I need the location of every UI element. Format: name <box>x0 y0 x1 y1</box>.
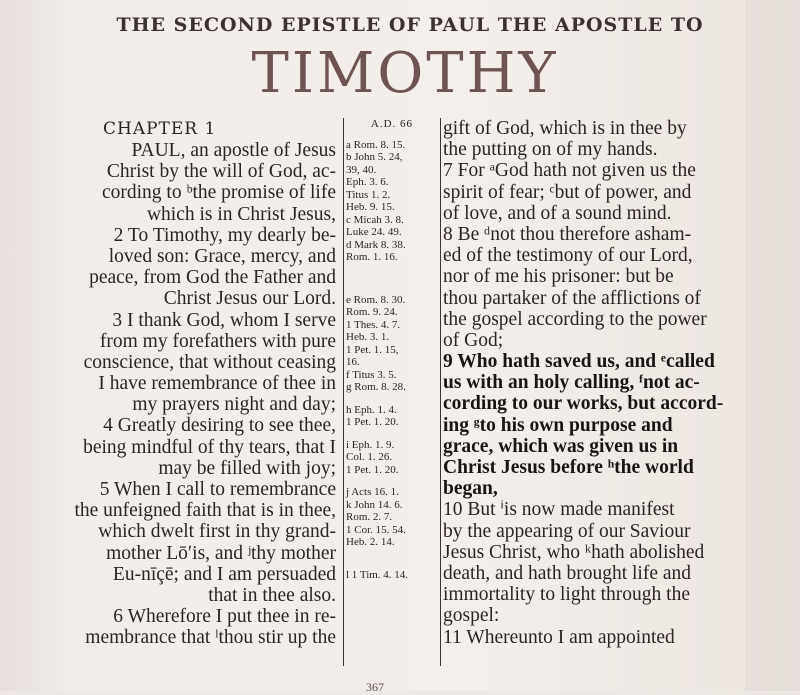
reference-gap <box>346 429 438 439</box>
verse-line: began, <box>443 478 498 500</box>
right-text <box>443 118 788 648</box>
reference-entry: 1 Pet. 1. 20. <box>346 416 399 428</box>
verse-line: spirit of fear; ᶜbut of power, and <box>443 181 692 203</box>
reference-entry: e Rom. 8. 30. <box>346 293 406 306</box>
reference-entry: Titus 1. 2. <box>346 188 391 201</box>
verse-line: loved son: Grace, mercy, and <box>108 245 336 267</box>
verse-line: 7 For ᵃGod hath not given us the <box>443 160 696 182</box>
verse-line: my prayers night and day; <box>132 394 336 416</box>
verse-line: 6 Wherefore I put thee in re- <box>113 606 336 628</box>
verse-line: cording to ᵇthe promise of life <box>101 182 336 204</box>
verse-line: death, and hath brought life and <box>443 562 692 584</box>
verse-line: 4 Greatly desiring to see thee, <box>103 415 336 437</box>
reference-entry: Rom. 1. 16. <box>346 251 398 263</box>
reference-gap <box>346 476 438 486</box>
reference-gap <box>346 274 438 284</box>
reference-entry: h Eph. 1. 4. <box>346 403 397 416</box>
verse-line: ed of the testimony of our Lord, <box>443 245 693 267</box>
verse-line: us with an holy calling, ᶠnot ac- <box>443 372 700 394</box>
reference-entry: Heb. 2. 14. <box>346 536 395 548</box>
verse-line: the gospel according to the power <box>443 308 707 330</box>
verse-line: mother Lōʹis, and ʲthy mother <box>106 542 336 564</box>
reference-entry: 1 Pet. 1. 15, <box>346 343 399 356</box>
verse-line: Christ Jesus our Lord. <box>163 288 336 310</box>
page-number: 367 <box>366 680 384 694</box>
reference-gap <box>346 559 438 569</box>
verse-line: grace, which was given us in <box>443 435 679 457</box>
verse-line: which is in Christ Jesus, <box>146 203 336 225</box>
reference-gap <box>346 549 438 559</box>
verse-line: conscience, that without ceasing <box>83 351 336 373</box>
verse-line: of love, and of a sound mind. <box>443 202 672 224</box>
reference-entry: d Mark 8. 38. <box>346 238 406 251</box>
book-title: TIMOTHY <box>251 41 559 106</box>
reference-entry: Col. 1. 26. <box>346 451 393 463</box>
verse-line: may be filled with joy; <box>158 457 336 479</box>
verse-line: of God; <box>443 329 504 351</box>
verse-line: from my forefathers with pure <box>99 330 336 352</box>
column-divider-left <box>343 118 344 666</box>
reference-entry: 39, 40. <box>346 163 377 176</box>
reference-entry: Rom. 2. 7. <box>346 511 393 523</box>
reference-entry: 1 Cor. 15. 54. <box>346 523 406 536</box>
verse-line: 2 To Timothy, my dearly be- <box>113 224 336 246</box>
verse-line: nor of me his prisoner: but be <box>443 266 674 288</box>
verse-line: peace, from God the Father and <box>89 267 336 289</box>
reference-entry: 1 Thes. 4. 7. <box>346 318 401 331</box>
verse-line: Jesus Christ, who ᵏhath abolished <box>443 541 705 563</box>
verse-line: thou partaker of the afflictions of <box>443 287 701 309</box>
reference-gap <box>346 284 438 294</box>
reference-entry: Eph. 3. 6. <box>346 176 389 188</box>
verse-line: that in thee also. <box>208 584 336 606</box>
verse-line: by the appearing of our Saviour <box>443 520 691 542</box>
verse-line: gospel: <box>443 605 500 627</box>
reference-entry: k John 14. 6. <box>346 498 403 511</box>
left-text <box>0 140 340 649</box>
reference-entry: f Titus 3. 5. <box>346 368 397 381</box>
verse-line: I have remembrance of thee in <box>98 373 336 395</box>
reference-list <box>346 139 438 582</box>
reference-entry: c Micah 3. 8. <box>346 213 404 226</box>
verse-line: which dwelt first in thy grand- <box>98 521 336 543</box>
verse-line: immortality to light through the <box>443 584 690 606</box>
verse-line: being mindful of thy tears, that I <box>83 436 336 458</box>
verse-line: membrance that ˡthou stir up the <box>85 627 336 649</box>
verse-line: cording to our works, but accord- <box>443 393 724 415</box>
reference-gap <box>346 264 438 274</box>
verse-line: 9 Who hath saved us, and ᵉcalled <box>443 351 715 373</box>
reference-entry: b John 5. 24, <box>346 151 403 163</box>
reference-entry: a Rom. 8. 15. <box>346 138 406 151</box>
verse-line: PAUL, an apostle of Jesus <box>131 140 336 161</box>
verse-line: 11 Whereunto I am appointed <box>443 626 675 648</box>
verse-line: 8 Be ᵈnot thou therefore asham- <box>443 223 692 245</box>
verse-line: 5 When I call to remembrance <box>99 479 336 500</box>
verse-line: Eu-nīçē; and I am persuaded <box>112 563 336 585</box>
right-column <box>443 118 788 648</box>
reference-entry: g Rom. 8. 28. <box>346 381 406 393</box>
left-column <box>0 118 340 649</box>
verse-line: 10 But ⁱis now made manifest <box>443 499 675 521</box>
cross-references <box>346 118 438 581</box>
reference-entry: Luke 24. 49. <box>346 226 402 238</box>
reference-entry: Heb. 3. 1. <box>346 331 390 343</box>
verse-line: 3 I thank God, whom I serve <box>112 309 336 331</box>
reference-entry: l 1 Tim. 4. 14. <box>346 568 409 581</box>
year-marker: A.D. 66 <box>370 118 414 130</box>
reference-entry: j Acts 16. 1. <box>346 486 399 498</box>
reference-entry: 16. <box>346 356 360 368</box>
chapter-heading: CHAPTER 1 <box>103 119 217 139</box>
verse-line: ing ᵍto his own purpose and <box>443 414 673 436</box>
column-divider-right <box>440 118 441 666</box>
verse-line: Christ Jesus before ʰthe world <box>443 457 694 478</box>
epistle-heading: THE SECOND EPISTLE OF PAUL THE APOSTLE TO <box>116 14 704 36</box>
verse-line: the unfeigned faith that is in thee, <box>74 500 336 522</box>
reference-entry: Heb. 9. 15. <box>346 201 395 213</box>
verse-line: Christ by the will of God, ac- <box>106 161 336 183</box>
verse-line: the putting on of my hands. <box>443 139 658 161</box>
reference-entry: 1 Pet. 1. 20. <box>346 463 399 476</box>
reference-gap <box>346 394 438 404</box>
reference-entry: Rom. 9. 24. <box>346 306 398 318</box>
reference-entry: i Eph. 1. 9. <box>346 438 395 451</box>
verse-line: gift of God, which is in thee by <box>443 118 687 139</box>
